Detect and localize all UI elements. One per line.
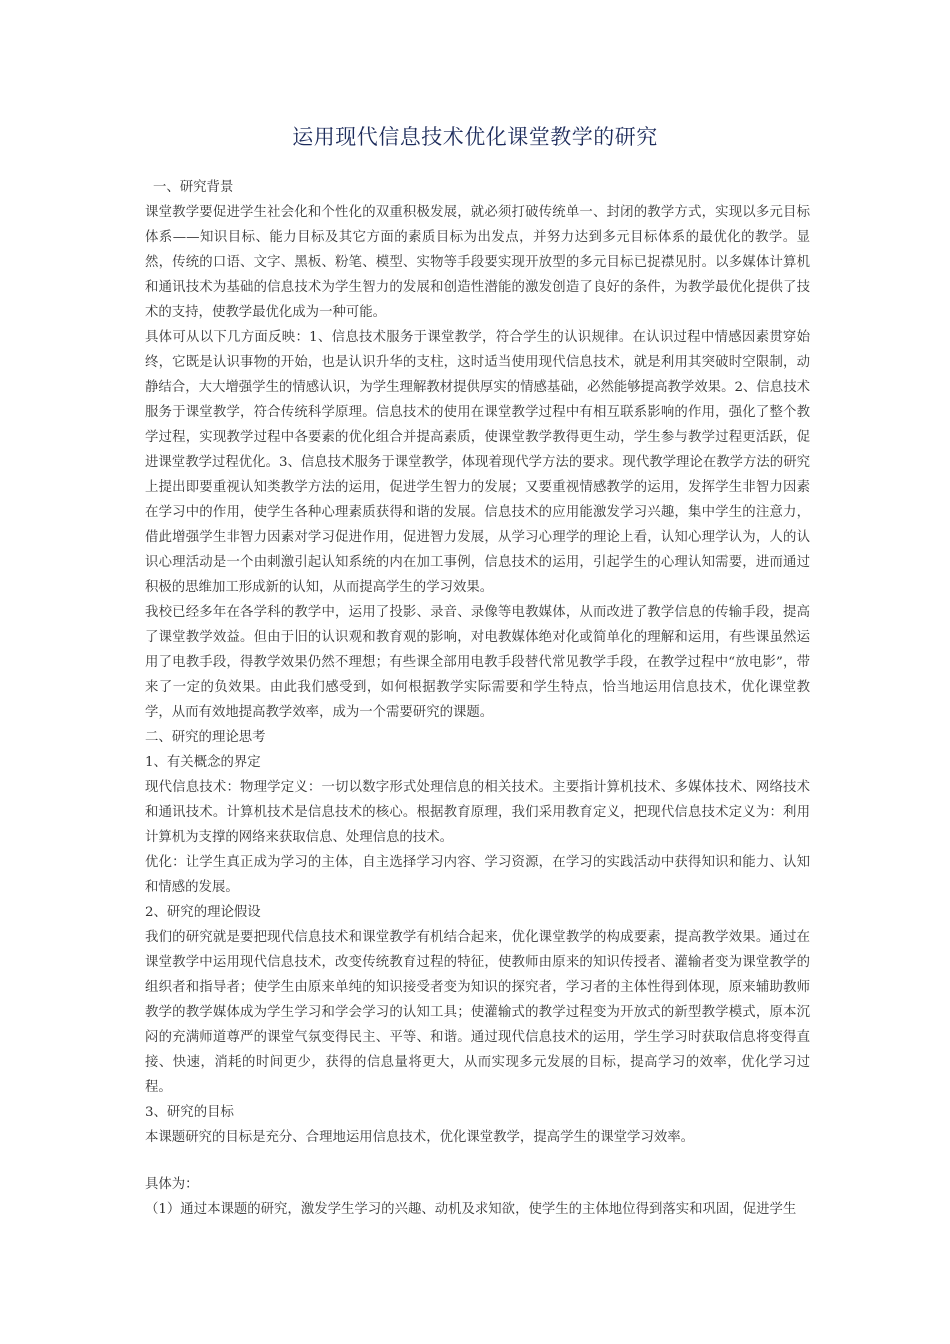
- subheading-goals: 3、研究的目标: [145, 1105, 234, 1120]
- section-heading-theory: 二、研究的理论思考: [145, 730, 266, 745]
- paragraph-school-practice: 我校已经多年在各学科的教学中，运用了投影、录音、录像等电教媒体，从而改进了教学信息的传输手段，提高了课堂教学效益。但由于旧的认识观和教育观的影响，对电教媒体绝对化或简单化的理解和运用，有些课虽然运用了电教手段，得教学效果仍然不理想；有些课全部用电教手段替代常见教学手段，在教学过程中“放电影”，带来了一定的负效果。由此我们感受到，如何根据教学实际需要和学生特点，恰当地运用信息技术，优化课堂教学，从而有效地提高教学效率，成为一个需要研究的课题。: [145, 605, 810, 720]
- subheading-hypothesis: 2、研究的理论假设: [145, 905, 261, 920]
- paragraph-it-definition: 现代信息技术：物理学定义：一切以数字形式处理信息的相关技术。主要指计算机技术、多媒体技术、网络技术和通讯技术。计算机技术是信息技术的核心。根据教育原理，我们采用教育定义，把现代信息技术定义为：利用计算机为支撑的网络来获取信息、处理信息的技术。: [145, 780, 810, 845]
- paragraph-goals: 本课题研究的目标是充分、合理地运用信息技术，优化课堂教学，提高学生的课堂学习效率。: [145, 1130, 695, 1145]
- subheading-concepts: 1、有关概念的界定: [145, 755, 261, 770]
- document-title: 运用现代信息技术优化课堂教学的研究: [292, 125, 658, 149]
- document-body: [145, 175, 810, 1222]
- paragraph-optimization-definition: 优化：让学生真正成为学习的主体，自主选择学习内容、学习资源，在学习的实践活动中获得知识和能力、认知和情感的发展。: [145, 855, 810, 895]
- paragraph-specifically: 具体为：: [145, 1177, 199, 1192]
- section-heading-background: 一、研究背景: [153, 180, 234, 195]
- paragraph-hypothesis: 我们的研究就是要把现代信息技术和课堂教学有机结合起来，优化课堂教学的构成要素，提高教学效果。通过在课堂教学中运用现代信息技术，改变传统教育过程的特征，使教师由原来的知识传授者、灌输者变为课堂教学的组织者和指导者；使学生由原来单纯的知识接受者变为知识的探究者，学习者的主体性得到体现，原来辅助教师教学的教学媒体成为学生学习和学会学习的认知工具；使灌输式的教学过程变为开放式的新型教学模式，原本沉闷的充满师道尊严的课堂气氛变得民主、平等、和谐。通过现代信息技术的运用，学生学习时获取信息将变得直接、快速，消耗的时间更少，获得的信息量将更大，从而实现多元发展的目标，提高学习的效率，优化学习过程。: [145, 930, 810, 1095]
- paragraph-background-intro: 课堂教学要促进学生社会化和个性化的双重积极发展，就必须打破传统单一、封闭的教学方式，实现以多元目标体系——知识目标、能力目标及其它方面的素质目标为出发点，并努力达到多元目标体系的最优化的教学。显然，传统的口语、文字、黑板、粉笔、模型、实物等手段要实现开放型的多元目标已捉襟见肘。以多媒体计算机和通讯技术为基础的信息技术为学生智力的发展和创造性潜能的激发创造了良好的条件，为教学最优化提供了技术的支持，使教学最优化成为一种可能。: [145, 205, 810, 320]
- paragraph-gap: [145, 1150, 810, 1172]
- paragraph-background-aspects: 具体可从以下几方面反映：1、信息技术服务于课堂教学，符合学生的认识规律。在认识过程中情感因素贯穿始终，它既是认识事物的开始，也是认识升华的支柱，这时适当使用现代信息技术，就是利用其突破时空限制，动静结合，大大增强学生的情感认识，为学生理解教材提供厚实的情感基础，必然能够提高教学效果。2、信息技术服务于课堂教学，符合传统科学原理。信息技术的使用在课堂教学过程中有相互联系影响的作用，强化了整个教学过程，实现教学过程中各要素的优化组合并提高素质，使课堂教学教得更生动，学生参与教学过程更活跃，促进课堂教学过程优化。3、信息技术服务于课堂教学，体现着现代学方法的要求。现代教学理论在教学方法的研究上提出即要重视认知类教学方法的运用，促进学生智力的发展；又要重视情感教学的运用，发挥学生非智力因素在学习中的作用，使学生各种心理素质获得和谐的发展。信息技术的应用能激发学习兴趣，集中学生的注意力，借此增强学生非智力因素对学习促进作用，促进智力发展，从学习心理学的理论上看，认知心理学认为，人的认识心理活动是一个由刺激引起认知系统的内在加工事例，信息技术的运用，引起学生的心理认知需要，进而通过积极的思维加工形成新的认知，从而提高学生的学习效果。: [145, 330, 810, 595]
- paragraph-goal-item-1: （1）通过本课题的研究，激发学生学习的兴趣、动机及求知欲，使学生的主体地位得到落实和巩固，促进学生: [145, 1202, 797, 1217]
